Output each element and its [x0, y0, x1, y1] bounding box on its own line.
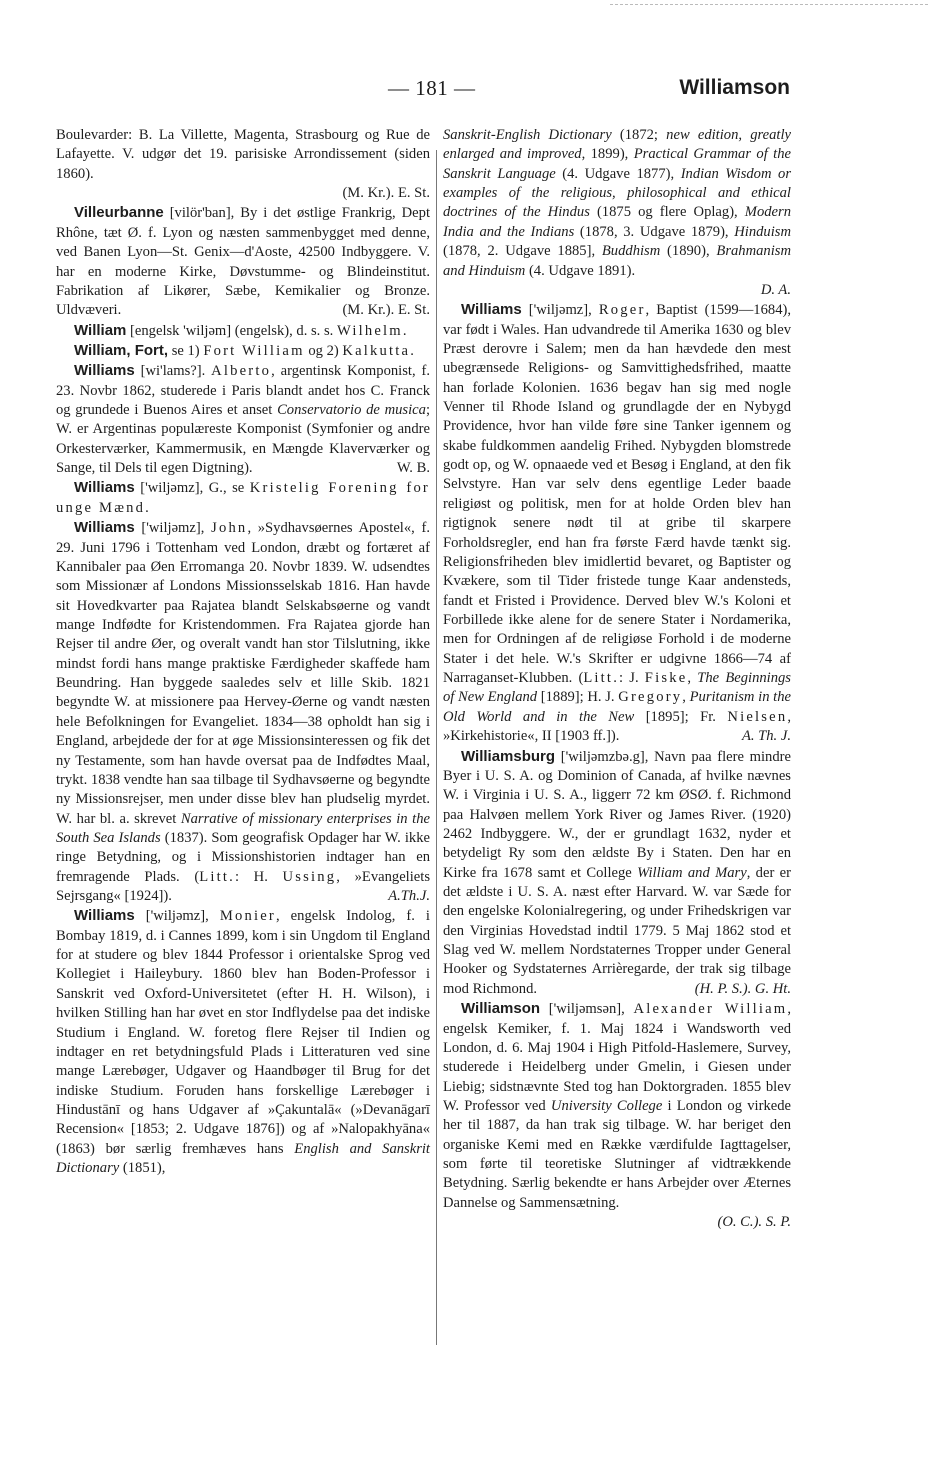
entry-signature: A. Th. J.: [741, 728, 791, 745]
running-head: Williamson: [679, 76, 790, 99]
entry-text: [1895]; Fr.: [634, 708, 728, 725]
entry-text: [engelsk 'wiljəm] (engelsk), d. s. s.: [126, 322, 337, 339]
pronunciation: ['wiljəmsən],: [540, 1001, 634, 1018]
entry-text: , engelsk Kemiker, f. 1. Maj 1824 i Wandsworth ved London, d. 6. Maj 1904 i High Pitfold-Haslemere, Survey, studerede i Heidelberg under Gmelin, i Giesen under Liebig; sidstnævnte Sted tog han Doktorgraden. 1855 blev W. Professor ved: [443, 1001, 791, 1114]
entry-williams-g: [56, 478, 430, 518]
entry-text: i London og virkede her til 1887, da han trak sig tilbage. W. har beriget den organiske Kemi med en Række værdifulde Iagttagelser, som førte til teoretiske Slutninger af vidtrækkende Betydning. Særlig bekendte er hans Arbejder over Æternes Dannelse og Sammensætning.: [443, 1097, 791, 1211]
entry-text: [vilör'ban], By i det østlige Frankrig, Dept Rhône, tæt Ø. f. Lyon og næsten sammenbygget med denne, ved Banen Lyon—St. Genix—d'Aoste, 42500 Indbyggere. V. har en moderne Kirke, Døvstumme- og Blindeinstitut. Fabrikation af Likører, Sæbe, Kemikalier og Bronze. Uldvæveri.: [56, 205, 430, 319]
headword: Williamson: [461, 1000, 541, 1018]
pronunciation: ['wiljəmz],: [134, 520, 212, 537]
author-name: Fiske: [644, 670, 688, 687]
pronunciation: ['wiljəmz],: [134, 908, 220, 925]
entry-signature: (H. P. S.). G. Ht.: [694, 980, 791, 997]
italic-title: Buddhism: [601, 243, 661, 260]
entry-text: [1889]; H. J.: [537, 689, 619, 706]
entry-text: se 1): [168, 342, 204, 359]
given-name: Roger: [598, 302, 646, 319]
entry-williamson: [443, 999, 791, 1232]
entry-text: , argentinsk Komponist, f. 23. Novbr 1862, studerede i Paris blandt andet hos C. Franck og grundede i Buenos Aires et anset: [56, 363, 430, 419]
entry-text: , der er det ældste i U. S. A. næst efter Harvard. W. var Sæde for den engelske Kolonialregering, og under Frihedskrigen var den Virginias Hovedstad indtil 1779. 5 Maj 1862 stod et Slag ved W. mellem Nordstaternes Tropper under General Hooker og Sydstaternes Arrièregarde, der trak sig tilbage mod Richmond.: [443, 864, 791, 997]
entry-text: : H.: [234, 868, 283, 885]
headword: Williams: [74, 479, 135, 497]
headword: Williams: [461, 301, 522, 319]
entry-text: ['wiljəmzbə.g], Navn paa flere mindre Byer i U. S. A. og Dominion of Canada, af hvilke nævnes W. i Virginia i U. S. A., liggerr 72 km ØSØ. f. Richmond paa Halvøen mellem York River og James River. (1920) 2462 Indbyggere. W., der er grundlagt 1632, nyder et betydeligt Ry som den ældste By i Staten. Den har en Kirke fra 1678 samt et College: [443, 748, 791, 881]
entry-text: (1837). Som geografisk Opdager har W. ikke ringe Betydning, og i Missionshistorien indtager han en fremragende Plads. (: [56, 829, 430, 885]
entry-text: (1890),: [660, 243, 717, 260]
entry-text: , engelsk Indolog, f. i Bombay 1819, d. i Cannes 1899, kom i sin Ungdom til England for at studere og blev 1844 Professor i orientalske Sprog ved Kollegiet i Haileybury. 1860 blev han Boden-Professor i Sanskrit ved Oxford-Universitetet (efter H. H. Wilson), i hvilken Stilling han har øvet en stor Indflydelse paa det indiske Studium i England. W. foretog flere Rejser til Indien og indtager en ret betydningsfuld Plads i Litteraturen ved sine mange Lærebøger, Udgaver og Haandbøger til Brug for det indiske Studium. Foruden hans forskellige Lærebøger i Hindustānī og hans Udgaver af »Çakuntalā« (»Devanāgarī Recension« [1853; 2. Udgave 1876]) og af »Nalopakhyāna« (1863) bør særlig fremhæves hans: [56, 908, 430, 1157]
page-number: — 181 —: [388, 76, 476, 100]
italic-title: Practical Grammar of the Sanskrit Language: [443, 146, 791, 182]
italic-title: Narrative of missionary enterprises in the South Sea Islands: [56, 810, 431, 846]
entry-text: Boulevarder: B. La Villette, Magenta, Strasbourg og Rue de Lafayette. V. udgør det 19. parisiske Arrondissement (siden 1860).: [56, 127, 430, 182]
cross-reference: Fort William: [203, 342, 305, 359]
entry-signature: (O. C.). S. P.: [717, 1214, 791, 1231]
headword: Williams: [74, 519, 135, 537]
entry-continuation: [56, 126, 430, 203]
cross-reference: Wilhelm: [336, 322, 403, 339]
author-name: Nielsen: [727, 708, 788, 725]
scan-edge-mark: [610, 4, 928, 6]
entry-williams-john: [56, 518, 430, 906]
headword: Williams: [74, 362, 135, 380]
italic-title: William and Mary: [637, 864, 747, 881]
italic-title: Sanskrit-English Dictionary: [443, 127, 612, 143]
entry-signature: (M. Kr.). E. St.: [342, 302, 430, 319]
left-column: [56, 126, 430, 1178]
entry-text: ,: [682, 689, 690, 706]
entry-william: [56, 321, 430, 341]
entry-williams-alberto: [56, 361, 430, 478]
entry-signature: (M. Kr.). E. St.: [342, 185, 430, 202]
column-divider: [436, 150, 437, 1345]
pronunciation: [wi'lams?].: [134, 363, 212, 380]
right-column: [443, 126, 791, 1232]
headword: Villeurbanne: [74, 204, 164, 222]
italic-title: English and Sanskrit Dictionary: [56, 1140, 430, 1177]
entry-text: ; W. er Argentinas populæreste Komponist (Symfonier og andre Orkesterværker, Kammermusik, en Mængde Klaverværker og Sange, til Dels til egen Digtning).: [56, 402, 430, 477]
entry-text: og 2): [304, 342, 343, 359]
literature-label: Litt.: [583, 670, 620, 687]
entry-text: (1851),: [119, 1160, 166, 1177]
entry-text: , »Evangeliets Sejrsgang« [1924]).: [56, 868, 430, 905]
entry-villeurbanne: [56, 203, 430, 320]
italic-title: Modern India and the Indians: [443, 204, 791, 240]
entry-continuation: [443, 126, 791, 300]
author-name: Ussing: [282, 868, 337, 885]
italic-title: The Beginnings of New England: [443, 670, 791, 706]
author-name: Gregory: [618, 689, 683, 706]
italic-title: Puritanism in the Old World and in the New: [443, 689, 791, 725]
entry-text: (1878, 3. Udgave 1879),: [574, 223, 735, 240]
page-header: [0, 76, 928, 106]
entry-text: (1878, 2. Udgave 1885],: [443, 243, 602, 260]
entry-signature: W. B.: [396, 460, 430, 477]
headword: William, Fort,: [74, 341, 169, 359]
italic-title: Brahmanism and Hinduism: [443, 243, 791, 279]
given-name: John: [211, 520, 248, 537]
entry-text: , »Sydhavsøernes Apostel«, f. 29. Juni 1796 i Tottenham ved London, dræbt og fortæret af Kannibaler paa Øen Erromanga 20. Novbr 1839. W. udsendtes som Missionær af Londons Missionsselskab 1816. Han havde sit Hovedkvarter paa Rajatea blandt Selskabsøerne og vandt mange Indfødte for Kristendommen. Fra Rajatea gjorde han Rejser til andre Øer, og overalt vandt han stor Tilslutning, ikke mindst fordi hans mange praktiske Færdigheder skaffede ham Beundring. Han byggede saaledes selv et lille Skib. 1821 begyndte W. at missionere paa Hervey-Øerne og vandt næsten hele Befolkningen for Evangeliet. 1834—38 opholdt han sig i England, arbejdede der for at øge Missionsinteressen og fik det ny Testamente, som han havde oversat paa de Indfødtes Maal, trykt. 1838 vendte han saa tilbage til Sydhavsøerne og begyndte ny Missionsrejser, men under disse blev han pludselig myrdet. W. har bl. a. skrevet: [56, 520, 430, 827]
entry-text: (1872;: [611, 127, 667, 143]
entry-text: .: [410, 342, 414, 359]
entry-williamsburg: [443, 747, 791, 1000]
entry-text: : J.: [619, 670, 645, 687]
given-name: Monier: [219, 908, 276, 925]
italic-title: Indian Wisdom or examples of the religious, philosophical and ethical doctrines of the Hindus: [443, 165, 792, 221]
given-name: Alexander William: [633, 1001, 788, 1018]
entry-text: .: [145, 499, 149, 516]
entry-text: , 1899),: [581, 146, 634, 163]
entry-text: (1875 og flere Oplag),: [589, 204, 745, 221]
headword: Williamsburg: [461, 747, 556, 765]
italic-title: Conservatorio de musica: [277, 402, 426, 419]
entry-william-fort: [56, 341, 430, 361]
entry-text: ,: [687, 670, 698, 687]
headword: William: [74, 321, 127, 339]
entry-williams-roger: [443, 300, 791, 746]
italic-title: University College: [550, 1097, 663, 1114]
cross-reference: Kristelig Forening for unge Mænd: [56, 480, 430, 516]
headword: Williams: [74, 907, 135, 925]
given-name: Alberto: [211, 363, 272, 380]
entry-signature: D. A.: [760, 281, 791, 298]
entry-text: (4. Udgave 1877),: [555, 165, 681, 182]
entry-text: .: [402, 322, 407, 339]
italic-title: Hinduism: [734, 223, 791, 240]
entry-signature: A.Th.J.: [388, 888, 430, 905]
literature-label: Litt.: [199, 868, 235, 885]
entry-text: (4. Udgave 1891).: [525, 262, 636, 279]
italic-title: new edition, greatly enlarged and improved: [443, 127, 792, 163]
cross-reference: Kalkutta: [342, 342, 411, 359]
entry-text: , Baptist (1599—1684), var født i Wales. Han udvandrede til Amerika 1630 og blev Præst derovre i Salem; men da han hævdede den mest ubegrænsede Religions- og Samvittighedsfrihed, maatte han forlade Kolonien. 1636 begav han sig med nogle Venner til Rhode Island og grundlagde der en Nybygd Providence, hvor han vilde føre sine Tanker igennem og skabe fuldkommen aandelig Frihed. Nybygden blomstrede godt op, og W. opnaaede ved et Besøg i England, at den fik Selvstyre. Han var selv dens egentlige Leder baade religiøst og politisk, men for at holde Orden blev han rigtignok senere nødt til at gribe til skarpere Forholdsregler, end han fra første Færd havde tænkt sig. Religionsfriheden blev imidlertid bevaret, og Baptister og Kvækere, som til Tider fristede tunge Kaar andensteds, fandt et Fristed i Providence. Derved blev W.'s Koloni et Forbillede ikke alene for de senere Stater i Nordamerika, men for Ordningen af de religiøse Forhold i de moderne Stater i det hele. W.'s Skrifter er udgivne 1866—74 af Narraganset-Klubben. (: [443, 302, 791, 687]
entry-text: ['wiljəmz], G., se: [134, 480, 250, 497]
entry-text: , »Kirkehistorie«, II [1903 ff.]).: [443, 708, 791, 745]
pronunciation: ['wiljəmz],: [521, 302, 599, 319]
entry-williams-monier: [56, 906, 430, 1178]
